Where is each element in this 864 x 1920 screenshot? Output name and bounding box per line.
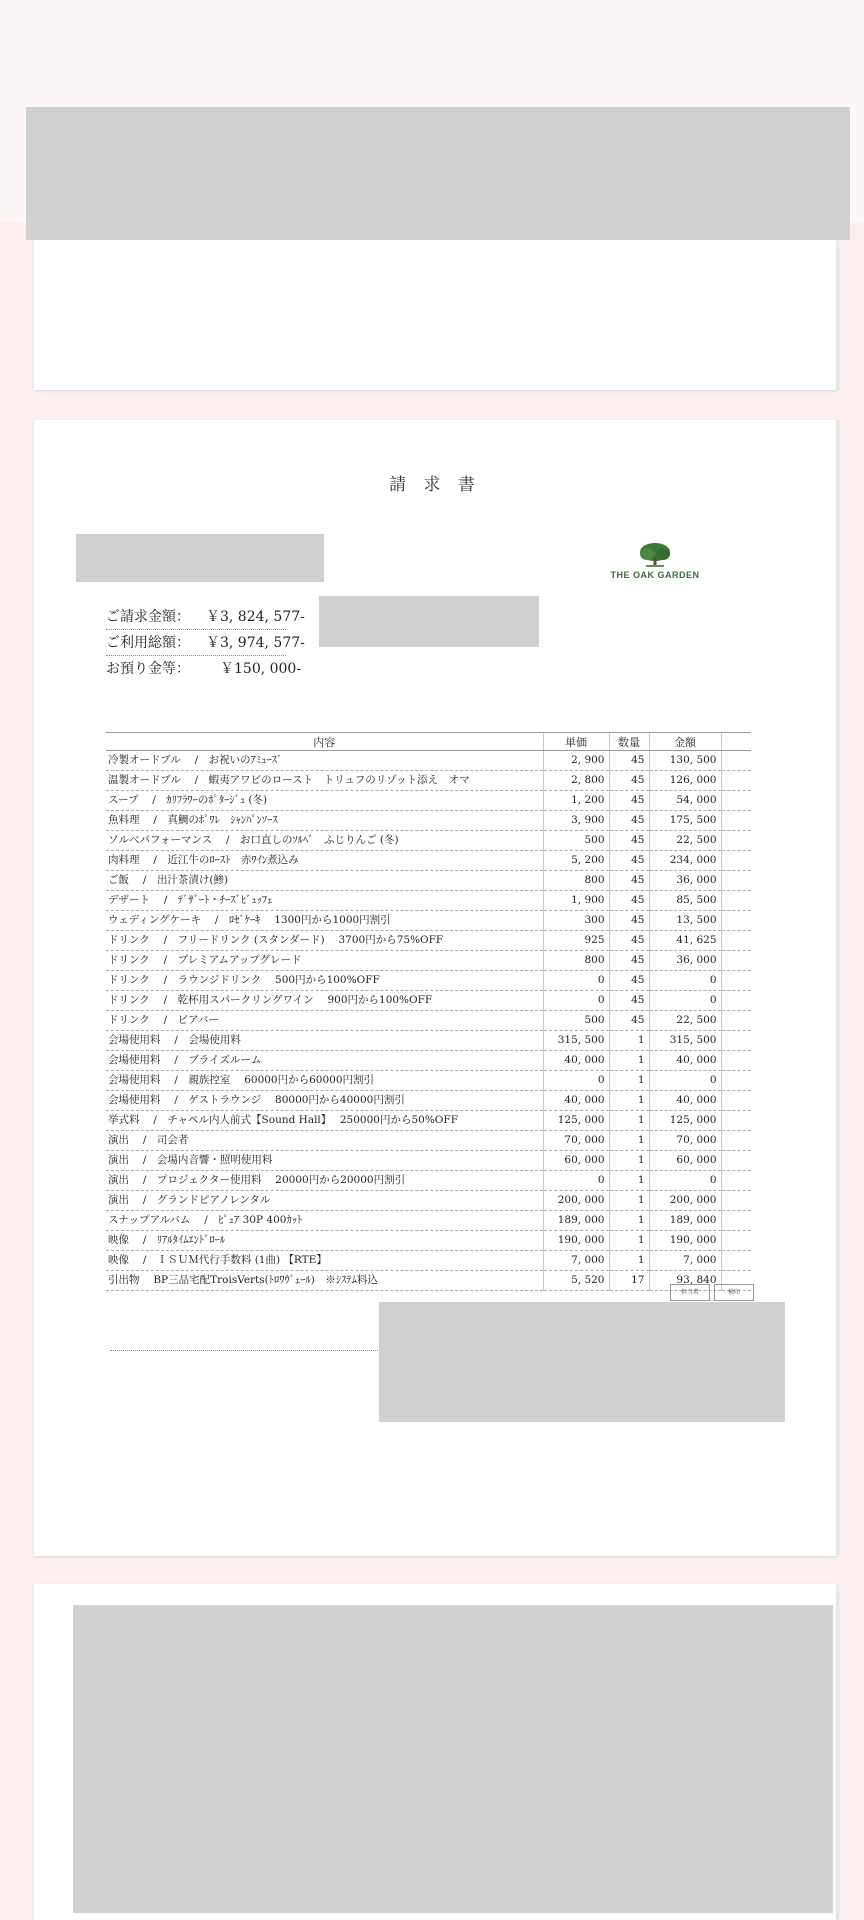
table-row — [106, 1111, 751, 1131]
row-unit-price: 60, 000 — [543, 1151, 609, 1171]
row-unit-price: 0 — [543, 991, 609, 1011]
row-unit-price: 800 — [543, 871, 609, 891]
table-row — [106, 831, 751, 851]
row-amount: 54, 000 — [649, 791, 721, 811]
row-amount: 60, 000 — [649, 1151, 721, 1171]
header-extra — [721, 733, 751, 751]
table-row — [106, 811, 751, 831]
row-quantity: 1 — [609, 1251, 649, 1271]
row-amount: 22, 500 — [649, 831, 721, 851]
row-extra — [721, 951, 751, 971]
row-unit-price: 925 — [543, 931, 609, 951]
row-amount: 40, 000 — [649, 1091, 721, 1111]
row-quantity: 45 — [609, 891, 649, 911]
row-amount: 189, 000 — [649, 1211, 721, 1231]
row-quantity: 45 — [609, 791, 649, 811]
row-extra — [721, 771, 751, 791]
row-description: ソルベパフォーマンス / お口直しのｿﾙﾍﾞ ふじりんご (冬) — [106, 831, 543, 851]
row-amount: 13, 500 — [649, 911, 721, 931]
row-extra — [721, 1051, 751, 1071]
row-description: ドリンク / 乾杯用スパークリングワイン 900円から100%OFF — [106, 991, 543, 1011]
stamp-box-inspection: 検印 — [714, 1284, 754, 1301]
row-quantity: 1 — [609, 1131, 649, 1151]
row-quantity: 45 — [609, 751, 649, 771]
header-quantity: 数量 — [609, 733, 649, 751]
row-unit-price: 500 — [543, 1011, 609, 1031]
row-quantity: 17 — [609, 1271, 649, 1291]
row-amount: 190, 000 — [649, 1231, 721, 1251]
row-unit-price: 190, 000 — [543, 1231, 609, 1251]
row-amount: 0 — [649, 1171, 721, 1191]
row-extra — [721, 891, 751, 911]
row-amount: 22, 500 — [649, 1011, 721, 1031]
summary-row — [106, 630, 305, 656]
row-amount: 315, 500 — [649, 1031, 721, 1051]
row-amount: 36, 000 — [649, 951, 721, 971]
row-quantity: 45 — [609, 1011, 649, 1031]
table-row — [106, 1151, 751, 1171]
row-extra — [721, 1151, 751, 1171]
table-row — [106, 951, 751, 971]
row-description: デザート / ﾃﾞｻﾞｰﾄ・ﾁｰｽﾞﾋﾞｭｯﾌｪ — [106, 891, 543, 911]
table-row — [106, 851, 751, 871]
row-extra — [721, 791, 751, 811]
row-description: 演出 / 司会者 — [106, 1131, 543, 1151]
summary-value: ￥3, 974, 577- — [206, 635, 305, 651]
row-quantity: 45 — [609, 811, 649, 831]
row-unit-price: 125, 000 — [543, 1111, 609, 1131]
header-description: 内容 — [106, 733, 543, 751]
row-amount: 175, 500 — [649, 811, 721, 831]
row-description: 会場使用料 / ブライズルーム — [106, 1051, 543, 1071]
table-row — [106, 891, 751, 911]
line-items-table — [106, 732, 751, 1291]
row-quantity: 1 — [609, 1111, 649, 1131]
row-amount: 85, 500 — [649, 891, 721, 911]
row-quantity: 45 — [609, 871, 649, 891]
row-unit-price: 7, 000 — [543, 1251, 609, 1271]
row-extra — [721, 931, 751, 951]
table-row — [106, 911, 751, 931]
row-unit-price: 1, 200 — [543, 791, 609, 811]
table-row — [106, 1271, 751, 1291]
row-description: 肉料理 / 近江牛のﾛｰｽﾄ 赤ﾜｲﾝ煮込み — [106, 851, 543, 871]
document-title: 請 求 書 — [389, 475, 481, 495]
redacted-footer-info — [379, 1302, 785, 1422]
row-quantity: 1 — [609, 1051, 649, 1071]
row-description: ドリンク / フリードリンク (スタンダード) 3700円から75%OFF — [106, 931, 543, 951]
summary-value: ￥3, 824, 577- — [206, 609, 305, 625]
row-quantity: 45 — [609, 851, 649, 871]
row-description: 冷製オードブル / お祝いのｱﾐｭｰｽﾞ — [106, 751, 543, 771]
table-row — [106, 1211, 751, 1231]
row-amount: 126, 000 — [649, 771, 721, 791]
row-description: ウェディングケーキ / ﾛｾﾞｹｰｷ 1300円から1000円割引 — [106, 911, 543, 931]
table-row — [106, 1171, 751, 1191]
row-quantity: 45 — [609, 771, 649, 791]
row-quantity: 1 — [609, 1031, 649, 1051]
table-row — [106, 991, 751, 1011]
row-description: ドリンク / ビアバー — [106, 1011, 543, 1031]
row-extra — [721, 1231, 751, 1251]
row-amount: 0 — [649, 971, 721, 991]
row-description: 映像 / ﾘｱﾙﾀｲﾑｴﾝﾄﾞﾛｰﾙ — [106, 1231, 543, 1251]
row-unit-price: 70, 000 — [543, 1131, 609, 1151]
table-row — [106, 1251, 751, 1271]
row-quantity: 1 — [609, 1151, 649, 1171]
page-top — [34, 240, 838, 390]
billing-summary — [106, 604, 305, 682]
row-unit-price: 5, 520 — [543, 1271, 609, 1291]
row-quantity: 45 — [609, 951, 649, 971]
table-row — [106, 1091, 751, 1111]
row-description: 会場使用料 / 親族控室 60000円から60000円割引 — [106, 1071, 543, 1091]
row-amount: 7, 000 — [649, 1251, 721, 1271]
row-unit-price: 40, 000 — [543, 1091, 609, 1111]
table-row — [106, 1011, 751, 1031]
row-description: 温製オードブル / 蝦夷アワビのロースト トリュフのリゾット添え オマ — [106, 771, 543, 791]
row-extra — [721, 1171, 751, 1191]
row-unit-price: 300 — [543, 911, 609, 931]
summary-label: ご請求金額： — [106, 609, 190, 625]
table-header-row — [106, 733, 751, 751]
row-quantity: 45 — [609, 991, 649, 1011]
row-unit-price: 3, 900 — [543, 811, 609, 831]
row-description: 引出物 BP三品宅配TroisVerts(ﾄﾛﾜｳﾞｪｰﾙ) ※ｼｽﾃﾑ料込 — [106, 1271, 543, 1291]
row-description: ドリンク / プレミアムアップグレード — [106, 951, 543, 971]
redacted-bottom-page — [73, 1605, 833, 1913]
row-extra — [721, 831, 751, 851]
row-unit-price: 0 — [543, 1171, 609, 1191]
table-row — [106, 931, 751, 951]
row-description: スープ / ｶﾘﾌﾗﾜｰのﾎﾟﾀｰｼﾞｭ (冬) — [106, 791, 543, 811]
row-description: ドリンク / ラウンジドリンク 500円から100%OFF — [106, 971, 543, 991]
row-quantity: 45 — [609, 831, 649, 851]
row-quantity: 1 — [609, 1191, 649, 1211]
header-amount: 金額 — [649, 733, 721, 751]
row-description: 演出 / プロジェクター使用料 20000円から20000円割引 — [106, 1171, 543, 1191]
row-amount: 40, 000 — [649, 1051, 721, 1071]
row-amount: 70, 000 — [649, 1131, 721, 1151]
row-extra — [721, 1191, 751, 1211]
row-unit-price: 40, 000 — [543, 1051, 609, 1071]
row-extra — [721, 991, 751, 1011]
row-quantity: 1 — [609, 1211, 649, 1231]
row-description: 挙式料 / チャペル内人前式【Sound Hall】 250000円から50%OFF — [106, 1111, 543, 1131]
row-extra — [721, 1251, 751, 1271]
row-unit-price: 189, 000 — [543, 1211, 609, 1231]
row-unit-price: 0 — [543, 971, 609, 991]
summary-row — [106, 604, 305, 630]
row-amount: 0 — [649, 991, 721, 1011]
row-unit-price: 800 — [543, 951, 609, 971]
row-amount: 234, 000 — [649, 851, 721, 871]
row-description: ご飯 / 出汁茶漬け(鯵) — [106, 871, 543, 891]
table-row — [106, 1031, 751, 1051]
row-extra — [721, 1131, 751, 1151]
table-row — [106, 791, 751, 811]
row-description: 会場使用料 / 会場使用料 — [106, 1031, 543, 1051]
table-row — [106, 1131, 751, 1151]
row-unit-price: 315, 500 — [543, 1031, 609, 1051]
table-row — [106, 1231, 751, 1251]
summary-value: ￥150, 000- — [220, 661, 302, 677]
row-extra — [721, 971, 751, 991]
summary-label: お預り金等： — [106, 661, 190, 677]
row-amount: 200, 000 — [649, 1191, 721, 1211]
divider — [110, 1350, 410, 1351]
row-amount: 0 — [649, 1071, 721, 1091]
row-description: 魚料理 / 真鯛のﾎﾟﾜﾚ ｼｬﾝﾊﾟﾝｿｰｽ — [106, 811, 543, 831]
row-extra — [721, 911, 751, 931]
row-extra — [721, 1211, 751, 1231]
row-amount: 93, 840 — [649, 1271, 721, 1291]
row-amount: 41, 625 — [649, 931, 721, 951]
table-row — [106, 771, 751, 791]
table-row — [106, 1191, 751, 1211]
table-row — [106, 751, 751, 771]
row-quantity: 1 — [609, 1231, 649, 1251]
row-quantity: 45 — [609, 911, 649, 931]
company-logo — [607, 542, 703, 580]
row-extra — [721, 871, 751, 891]
table-row — [106, 971, 751, 991]
row-quantity: 1 — [609, 1091, 649, 1111]
row-description: 映像 / ＩＳＵＭ代行手数料 (1曲) 【RTE】 — [106, 1251, 543, 1271]
header-unit-price: 単価 — [543, 733, 609, 751]
table-row — [106, 1071, 751, 1091]
row-amount: 130, 500 — [649, 751, 721, 771]
table-row — [106, 1051, 751, 1071]
redacted-note — [319, 596, 539, 647]
row-description: 演出 / グランドピアノレンタル — [106, 1191, 543, 1211]
row-quantity: 45 — [609, 971, 649, 991]
row-quantity: 1 — [609, 1071, 649, 1091]
row-extra — [721, 1071, 751, 1091]
summary-row — [106, 656, 301, 682]
invoice-page — [34, 420, 838, 1556]
row-unit-price: 5, 200 — [543, 851, 609, 871]
row-quantity: 45 — [609, 931, 649, 951]
redacted-recipient — [76, 534, 324, 582]
row-extra — [721, 1031, 751, 1051]
row-extra — [721, 1091, 751, 1111]
row-description: 会場使用料 / ゲストラウンジ 80000円から40000円割引 — [106, 1091, 543, 1111]
row-unit-price: 1, 900 — [543, 891, 609, 911]
row-unit-price: 2, 800 — [543, 771, 609, 791]
stamp-box-staff: 担当者 — [670, 1284, 710, 1301]
logo-text: THE OAK GARDEN — [610, 570, 700, 580]
row-unit-price: 0 — [543, 1071, 609, 1091]
row-extra — [721, 811, 751, 831]
row-amount: 125, 000 — [649, 1111, 721, 1131]
oak-tree-icon — [638, 542, 672, 568]
row-unit-price: 200, 000 — [543, 1191, 609, 1211]
row-amount: 36, 000 — [649, 871, 721, 891]
row-extra — [721, 851, 751, 871]
summary-label: ご利用総額： — [106, 635, 190, 651]
table-row — [106, 871, 751, 891]
row-description: スナップアルバム / ﾋﾟｭｱ 30P 400ｶｯﾄ — [106, 1211, 543, 1231]
row-unit-price: 500 — [543, 831, 609, 851]
row-extra — [721, 1111, 751, 1131]
row-extra — [721, 1011, 751, 1031]
row-unit-price: 2, 900 — [543, 751, 609, 771]
redacted-header — [26, 107, 850, 240]
row-quantity: 1 — [609, 1171, 649, 1191]
row-description: 演出 / 会場内音響・照明使用料 — [106, 1151, 543, 1171]
row-extra — [721, 751, 751, 771]
